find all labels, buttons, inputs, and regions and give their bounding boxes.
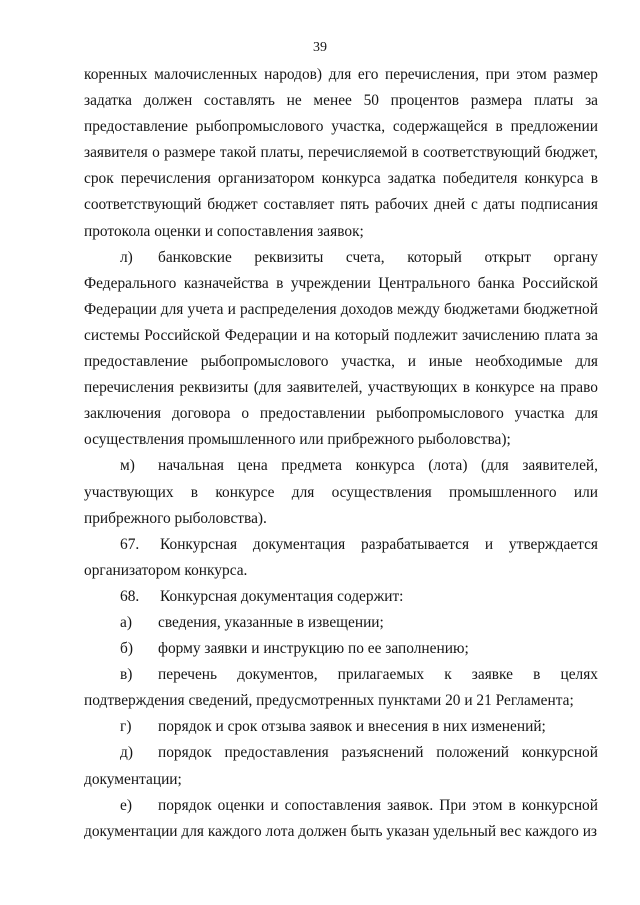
paragraph-text: Конкурсная документация содержит:	[160, 587, 404, 605]
paragraph-text: порядок предоставления разъяснений положений конкурсной документации;	[84, 744, 598, 788]
item-marker: м)	[120, 457, 135, 475]
paragraph-item-v	[84, 662, 598, 714]
item-marker: л)	[120, 248, 133, 266]
paragraph-item-m	[84, 453, 598, 531]
item-marker: е)	[120, 796, 132, 814]
paragraph-item-b	[84, 636, 598, 662]
paragraph-text: форму заявки и инструкцию по ее заполнению;	[158, 640, 469, 658]
paragraph-text: порядок оценки и сопоставления заявок. При этом в конкурсной документации для каждого лота должен быть указан удельный вес каждого из	[84, 796, 598, 840]
paragraph-text: сведения, указанные в извещении;	[158, 613, 384, 631]
clause-number: 68.	[120, 587, 140, 605]
paragraph-item-l	[84, 245, 598, 454]
paragraph-item-a	[84, 610, 598, 636]
item-marker: б)	[120, 640, 133, 658]
paragraph-text: порядок и срок отзыва заявок и внесения в них изменений;	[158, 718, 546, 736]
clause-number: 67.	[120, 535, 140, 553]
paragraph-item-e	[84, 793, 598, 845]
document-body	[84, 62, 598, 845]
item-marker: в)	[120, 666, 133, 684]
item-marker: г)	[120, 718, 132, 736]
paragraph-text: Конкурсная документация разрабатывается и утверждается организатором конкурса.	[84, 535, 598, 579]
item-marker: д)	[120, 744, 133, 762]
paragraph-clause-67	[84, 532, 598, 584]
paragraph-item-g	[84, 714, 598, 740]
paragraph-text: банковские реквизиты счета, который открыт органу Федерального казначейства в учреждении Центрального банка Российской Федерации для учета и распределения доходов между бюджетами бюджетной системы Российской Федерации и на который подлежит зачислению плата за предоставление рыбопромыслового участка, и иные необходимые для перечисления реквизиты (для заявителей, участвующих в конкурсе на право заключения договора о предоставлении рыбопромыслового участка для осуществления промышленного или прибрежного рыболовства);	[84, 248, 598, 449]
item-marker: а)	[120, 613, 132, 631]
paragraph-item-d	[84, 740, 598, 792]
paragraph-continuation	[84, 62, 598, 245]
page-number: 39	[313, 40, 327, 55]
paragraph-text: коренных малочисленных народов) для его перечисления, при этом размер задатка должен составлять не менее 50 процентов размера платы за предоставление рыбопромыслового участка, содержащейся в предложении заявителя о размере такой платы, перечисляемой в соответствующий бюджет, срок перечисления организатором конкурса задатка победителя конкурса в соответствующий бюджет составляет пять рабочих дней с даты подписания протокола оценки и сопоставления заявок;	[84, 66, 598, 240]
paragraph-text: перечень документов, прилагаемых к заявке в целях подтверждения сведений, предусмотренных пунктами 20 и 21 Регламента;	[84, 666, 598, 710]
paragraph-text: начальная цена предмета конкурса (лота) (для заявителей, участвующих в конкурсе для осуществления промышленного или прибрежного рыболовства).	[84, 457, 598, 527]
paragraph-clause-68	[84, 584, 598, 610]
